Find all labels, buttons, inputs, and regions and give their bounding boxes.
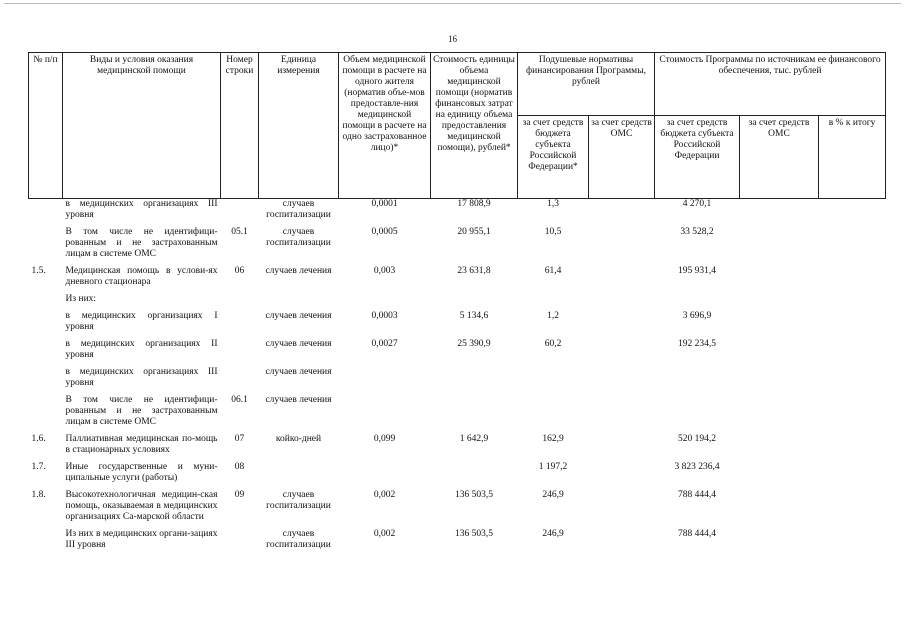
cell-unit: случаев госпитализации [266, 227, 331, 248]
cell-row [221, 311, 259, 339]
cell-prog-budget: 195 931,4 [678, 266, 716, 276]
cell-name: в медицинских организациях III уровня [65, 199, 218, 220]
cell-cost: 136 503,5 [455, 529, 493, 539]
cell-no [29, 294, 63, 311]
table-row [29, 395, 886, 434]
cell-unit: случаев лечения [265, 266, 332, 276]
cell-prog-budget: 520 194,2 [678, 434, 716, 444]
cell-pc-oms [589, 199, 655, 228]
cell-row [221, 529, 259, 557]
cell-volume: 0,002 [373, 529, 396, 539]
medical-care-table [28, 52, 886, 557]
table-row [29, 311, 886, 339]
cell-volume: 0,0003 [371, 311, 398, 321]
cell-row [221, 294, 259, 311]
table-row [29, 266, 886, 294]
subheader-program-budget: за счет средств бюджета субъекта Российской Федерации [655, 116, 740, 199]
cell-volume [339, 294, 431, 311]
cell-no [29, 199, 63, 228]
cell-pct [819, 294, 886, 311]
table-row [29, 434, 886, 462]
cell-unit [259, 294, 339, 311]
cell-unit: случаев госпитализации [266, 490, 331, 511]
cell-pct [819, 462, 886, 490]
cell-cost [431, 294, 518, 311]
cell-pc-oms [589, 311, 655, 339]
cell-pc-budget: 162,9 [542, 434, 564, 444]
table-row [29, 462, 886, 490]
cell-prog-oms [740, 462, 819, 490]
cell-volume [339, 395, 431, 434]
cell-cost [431, 367, 518, 395]
cell-unit: случаев лечения [265, 311, 332, 321]
cell-prog-oms [740, 199, 819, 228]
cell-row [221, 199, 259, 228]
cell-name: Из них в медицинских органи-зациях III уровня [65, 529, 218, 550]
cell-row: 05.1 [231, 227, 248, 237]
cell-no: 1.7. [31, 462, 46, 472]
cell-row: 09 [234, 490, 245, 500]
table-row [29, 339, 886, 367]
table-row [29, 227, 886, 266]
cell-prog-budget: 3 696,9 [682, 311, 712, 321]
cell-prog-oms [740, 529, 819, 557]
cell-prog-oms [740, 367, 819, 395]
cell-prog-budget: 33 528,2 [680, 227, 714, 237]
cell-pc-oms [589, 227, 655, 266]
cell-pc-oms [589, 434, 655, 462]
cell-prog-oms [740, 339, 819, 367]
cell-name: в медицинских организациях I уровня [65, 311, 218, 332]
cell-cost: 20 955,1 [457, 227, 491, 237]
cell-pct [819, 490, 886, 529]
subheader-program-oms: за счет средств ОМС [740, 116, 819, 199]
cell-row: 08 [234, 462, 245, 472]
table-row [29, 367, 886, 395]
cell-prog-budget: 192 234,5 [678, 339, 716, 349]
cell-pc-budget: 60,2 [544, 339, 562, 349]
cell-volume: 0,099 [373, 434, 396, 444]
cell-volume: 0,0001 [371, 199, 398, 209]
table-row [29, 490, 886, 529]
cell-pct [819, 367, 886, 395]
cell-prog-oms [740, 490, 819, 529]
cell-pct [819, 227, 886, 266]
header-no: № п/п [29, 53, 63, 199]
header-unit: Единица измерения [259, 53, 339, 199]
cell-pct [819, 311, 886, 339]
table-row [29, 529, 886, 557]
cell-volume: 0,002 [373, 490, 396, 500]
cell-no [29, 367, 63, 395]
cell-pc-oms [589, 529, 655, 557]
scan-edge [4, 3, 901, 4]
table-body [29, 199, 886, 558]
cell-cost: 17 808,9 [457, 199, 491, 209]
cell-prog-oms [740, 311, 819, 339]
cell-volume [339, 367, 431, 395]
cell-pc-budget [518, 367, 589, 395]
cell-pc-budget: 246,9 [542, 490, 564, 500]
header-program-cost: Стоимость Программы по источникам ее финансового обеспечения, тыс. рублей [655, 53, 886, 116]
cell-pc-budget: 1 197,2 [538, 462, 568, 472]
cell-no [29, 311, 63, 339]
cell-prog-oms [740, 227, 819, 266]
cell-no: 1.6. [31, 434, 46, 444]
cell-prog-budget: 3 823 236,4 [674, 462, 720, 472]
cell-no [29, 529, 63, 557]
cell-no [29, 227, 63, 266]
subheader-oms: за счет средств ОМС [589, 116, 655, 199]
cell-no: 1.5. [31, 266, 46, 276]
cell-pc-oms [589, 490, 655, 529]
cell-pct [819, 434, 886, 462]
table-row [29, 294, 886, 311]
cell-unit: случаев лечения [265, 339, 332, 349]
cell-no: 1.8. [31, 490, 46, 500]
cell-pct [819, 266, 886, 294]
cell-cost [431, 395, 518, 434]
cell-pc-budget: 1,3 [547, 199, 559, 209]
cell-name: В том числе не идентифици-рованным и не застрахованным лицам в системе ОМС [65, 227, 218, 259]
cell-name: Паллиативная медицинская по-мощь в стационарных условиях [65, 434, 218, 455]
cell-prog-oms [740, 294, 819, 311]
cell-cost: 25 390,9 [457, 339, 491, 349]
cell-pc-oms [589, 339, 655, 367]
cell-name: в медицинских организациях II уровня [65, 339, 218, 360]
cell-pc-budget: 61,4 [544, 266, 562, 276]
header-row-number: Номер строки [221, 53, 259, 199]
cell-unit [259, 462, 339, 490]
cell-prog-oms [740, 395, 819, 434]
cell-name: Медицинская помощь в услови-ях дневного стационара [65, 266, 218, 287]
cell-pc-oms [589, 462, 655, 490]
cell-row: 06.1 [231, 395, 248, 405]
cell-pct [819, 199, 886, 228]
cell-unit: случаев госпитализации [266, 529, 331, 550]
cell-cost [431, 462, 518, 490]
cell-row: 07 [234, 434, 245, 444]
header-per-capita: Подушевые нормативы финансирования Программы, рублей [518, 53, 655, 116]
subheader-budget: за счет средств бюджета субъекта Российской Федерации* [518, 116, 589, 199]
header-volume: Объем медицинской помощи в расчете на одного жителя (норматив объе-мов предоставле-ния медицинской помощи в расчете на одно застрахованное лицо)* [339, 53, 431, 199]
cell-pc-oms [589, 367, 655, 395]
cell-pct [819, 395, 886, 434]
cell-name: Иные государственные и муни-ципальные услуги (работы) [65, 462, 218, 483]
cell-pc-budget: 246,9 [542, 529, 564, 539]
cell-cost: 1 642,9 [459, 434, 489, 444]
table-row [29, 199, 886, 228]
cell-prog-oms [740, 434, 819, 462]
cell-name: Из них: [65, 294, 97, 304]
cell-prog-budget: 788 444,4 [678, 529, 716, 539]
cell-row [221, 339, 259, 367]
cell-pc-budget: 10,5 [544, 227, 562, 237]
cell-prog-budget [655, 294, 740, 311]
cell-no [29, 339, 63, 367]
cell-prog-oms [740, 266, 819, 294]
cell-prog-budget: 788 444,4 [678, 490, 716, 500]
cell-pc-budget: 1,2 [547, 311, 559, 321]
cell-pct [819, 339, 886, 367]
cell-pc-budget [518, 395, 589, 434]
cell-cost: 23 631,8 [457, 266, 491, 276]
cell-volume: 0,003 [373, 266, 396, 276]
cell-unit: случаев госпитализации [266, 199, 331, 220]
cell-prog-budget [655, 395, 740, 434]
cell-pc-budget [518, 294, 589, 311]
cell-volume: 0,0027 [371, 339, 398, 349]
cell-row: 06 [234, 266, 245, 276]
cell-unit: случаев лечения [265, 395, 332, 405]
cell-volume [339, 462, 431, 490]
cell-unit: койко-дней [275, 434, 322, 444]
cell-unit: случаев лечения [265, 367, 332, 377]
cell-prog-budget [655, 367, 740, 395]
cell-row [221, 367, 259, 395]
subheader-percent: в % к итогу [819, 116, 886, 199]
cell-pc-oms [589, 266, 655, 294]
cell-no [29, 395, 63, 434]
header-unit-cost: Стоимость единицы объема медицинской помощи (норматив финансовых затрат на единицу объема предоставления медицинской помощи), рублей* [431, 53, 518, 199]
cell-cost: 136 503,5 [455, 490, 493, 500]
cell-name: в медицинских организациях III уровня [65, 367, 218, 388]
cell-name: Высокотехнологичная медицин-ская помощь, оказываемая в медицинских организациях Са-марской области [65, 490, 218, 522]
cell-volume: 0,0005 [371, 227, 398, 237]
cell-cost: 5 134,6 [459, 311, 489, 321]
page-number: 16 [448, 34, 457, 44]
cell-pc-oms [589, 395, 655, 434]
cell-name: В том числе не идентифици-рованным и не застрахованным лицам в системе ОМС [65, 395, 218, 427]
cell-pc-oms [589, 294, 655, 311]
cell-pct [819, 529, 886, 557]
cell-prog-budget: 4 270,1 [682, 199, 712, 209]
header-care-type: Виды и условия оказания медицинской помощи [63, 53, 221, 199]
